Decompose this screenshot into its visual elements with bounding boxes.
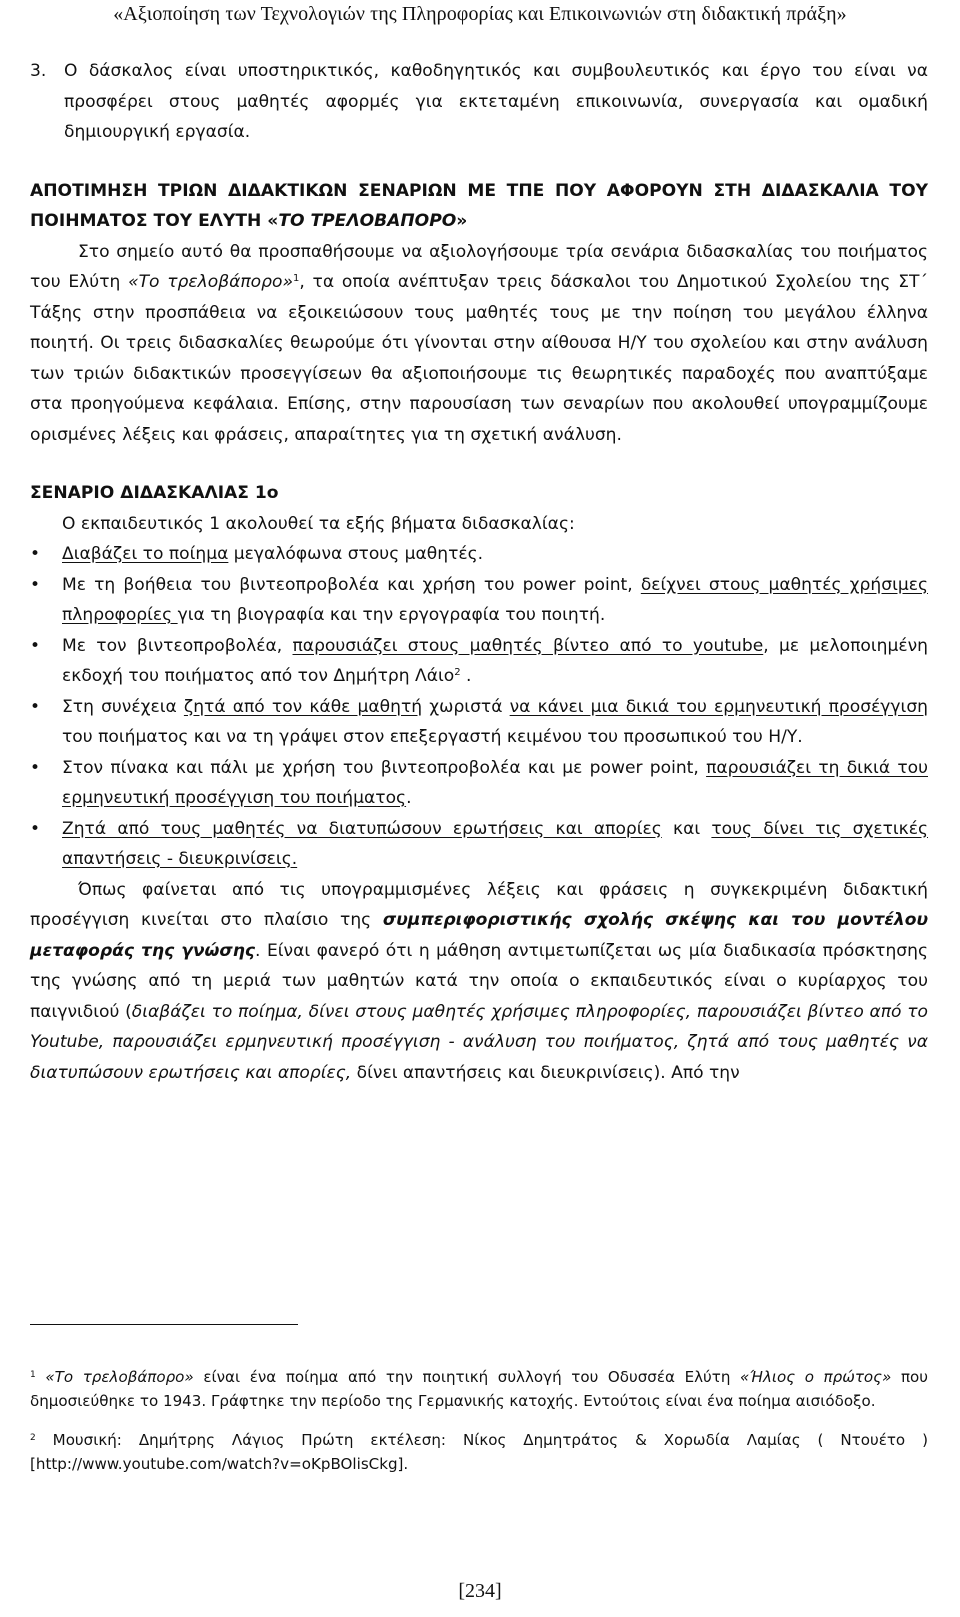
- analysis-paragraph: Όπως φαίνεται από τις υπογραμμισμένες λέξεις και φράσεις η συγκεκριμένη διδακτική προσέγγιση κινείται στο πλαίσιο της συμπεριφοριστικής σχολής σκέψης και του μοντέλου μεταφοράς της γνώσης. Είναι φανερό ότι η μάθηση αντιμετωπίζεται ως μία διαδικασία πρόσκτησης της γνώσης από τη μεριά των μαθητών κατά την οποία ο εκπαιδευτικός είναι ο κυρίαρχος του παιγνιδιού (διαβάζει το ποίημα, δίνει στους μαθητές χρήσιμες πληροφορίες, παρουσιάζει βίντεο από το Youtube, παρουσιάζει ερμηνευτική προσέγγιση - ανάλυση του ποιήματος, ζητά από τους μαθητές να διατυπώσουν ερωτήσεις και απορίες, δίνει απαντήσεις και διευκρινίσεις). Από την: [30, 879, 929, 1083]
- intro-text-b: , τα οποία ανέπτυξαν τρεις δάσκαλοι του Δημοτικού Σχολείου της ΣΤ΄ Τάξης στην προσπάθεια να εξοικειώσουν τους μαθητές τους με την ποίηση του μεγάλου έλληνα ποιητή. Οι τρεις διδασκαλίες θεωρούμε ότι γίνονται στην αίθουσα Η/Υ του σχολείου και στην ανάλυση των τριών διδακτικών προσεγγίσεων θα αξιοποιήσουμε τις θεωρητικές παραδοχές που αναπτύξαμε στα προηγούμενα κεφάλαια. Επίσης, στην παρουσίαση των σεναρίων που ακολουθεί υπογραμμίζουμε ορισμένες λέξεις και φράσεις, απαραίτητες για τη σχετική ανάλυση.: [30, 272, 928, 445]
- item-text: Ο δάσκαλος είναι υποστηρικτικός, καθοδηγητικός και συμβουλευτικός και έργο του είναι να προσφέρει στους μαθητές αφορμές για εκτεταμένη επικοινωνία, συνεργασία και ομαδική δημιουργική εργασία.: [64, 61, 928, 142]
- scenario-heading: ΣΕΝΑΡΙΟ ΔΙΔΑΣΚΑΛΙΑΣ 1ο: [30, 483, 279, 503]
- scenario-intro: Ο εκπαιδευτικός 1 ακολουθεί τα εξής βήματα διδασκαλίας:: [62, 513, 575, 534]
- intro-poem-title: «Το τρελοβάπορο»: [128, 272, 293, 292]
- footnote-2: $^2$ Μουσική: Δημήτρης Λάγιος Πρώτη εκτέλεση: Νίκος Δημητράτος & Χορωδία Λαμίας ( Ντουέτο ) [http://www.youtube.com/watch?v=oKpBOlisCkg].: [30, 1431, 928, 1473]
- list-item: • Με τη βοήθεια του βιντεοπροβολέα και χρήση του power point, δείχνει στους μαθητές χρήσιμες πληροφορίες για τη βιογραφία και την εργογραφία του ποιητή.: [62, 570, 928, 631]
- footnote-ref-2[interactable]: 2: [454, 667, 461, 678]
- intro-paragraph: [30, 237, 928, 451]
- section-heading-poem: ΤΟ ΤΡΕΛΟΒΑΠΟΡΟ: [278, 211, 457, 231]
- footnote-ref-1[interactable]: 1: [293, 273, 300, 284]
- section-heading-end: »: [456, 211, 468, 231]
- running-header: «Αξιοποίηση των Τεχνολογιών της Πληροφορίας και Επικοινωνιών στη διδακτική πράξη»: [113, 3, 847, 25]
- list-item: • Διαβάζει το ποίημα μεγαλόφωνα στους μαθητές.: [62, 539, 928, 570]
- item-number: 3.: [30, 61, 47, 81]
- steps-list: [30, 539, 928, 875]
- list-item: • Στον πίνακα και πάλι με χρήση του βιντεοπροβολέα και με power point, παρουσιάζει τη δικιά του ερμηνευτική προσέγγιση του ποιήματος.: [62, 753, 928, 814]
- footnote-1: $^1$ «Το τρελοβάπορο» είναι ένα ποίημα από την ποιητική συλλογή του Οδυσσέα Ελύτη «Ήλιος ο πρώτος» που δημοσιεύθηκε το 1943. Γράφτηκε την περίοδο της Γερμανικής κατοχής. Εντούτοις είναι ένα ποίημα αισιόδοξο.: [30, 1368, 928, 1410]
- footnote-divider: [30, 1324, 298, 1325]
- page-number: [234]: [458, 1580, 502, 1602]
- section-heading-text: ΑΠΟΤΙΜΗΣΗ ΤΡΙΩΝ ΔΙΔΑΚΤΙΚΩΝ ΣΕΝΑΡΙΩΝ ΜΕ ΤΠΕ ΠΟΥ ΑΦΟΡΟΥΝ ΣΤΗ ΔΙΔΑΣΚΑΛΙΑ ΤΟΥ ΠΟΙΗΜΑΤΟΣ ΤΟΥ ΕΛΥΤΗ «: [30, 180, 928, 231]
- intro-text-a: Στο σημείο αυτό θα προσπαθήσουμε να αξιολογήσουμε τρία σενάρια διδασκαλίας του ποιήματος του Ελύτη: [30, 241, 928, 292]
- list-item: • Ζητά από τους μαθητές να διατυπώσουν ερωτήσεις και απορίες και τους δίνει τις σχετικές απαντήσεις - διευκρινίσεις.: [62, 814, 928, 875]
- list-item: • Στη συνέχεια ζητά από τον κάθε μαθητή χωριστά να κάνει μια δικιά του ερμηνευτική προσέγγιση του ποιήματος και να τη γράψει στον επεξεργαστή κειμένου του προσωπικού του Η/Υ.: [62, 692, 928, 753]
- section-heading: [30, 176, 928, 237]
- numbered-item-3: [30, 56, 928, 148]
- main-body: [30, 56, 928, 1088]
- list-item: • Με τον βιντεοπροβολέα, παρουσιάζει στους μαθητές βίντεο από το youtube, με μελοποιημένη εκδοχή του ποιήματος από τον Δημήτρη Λάιο$^2$ .: [62, 631, 928, 692]
- footnotes: [30, 1366, 928, 1476]
